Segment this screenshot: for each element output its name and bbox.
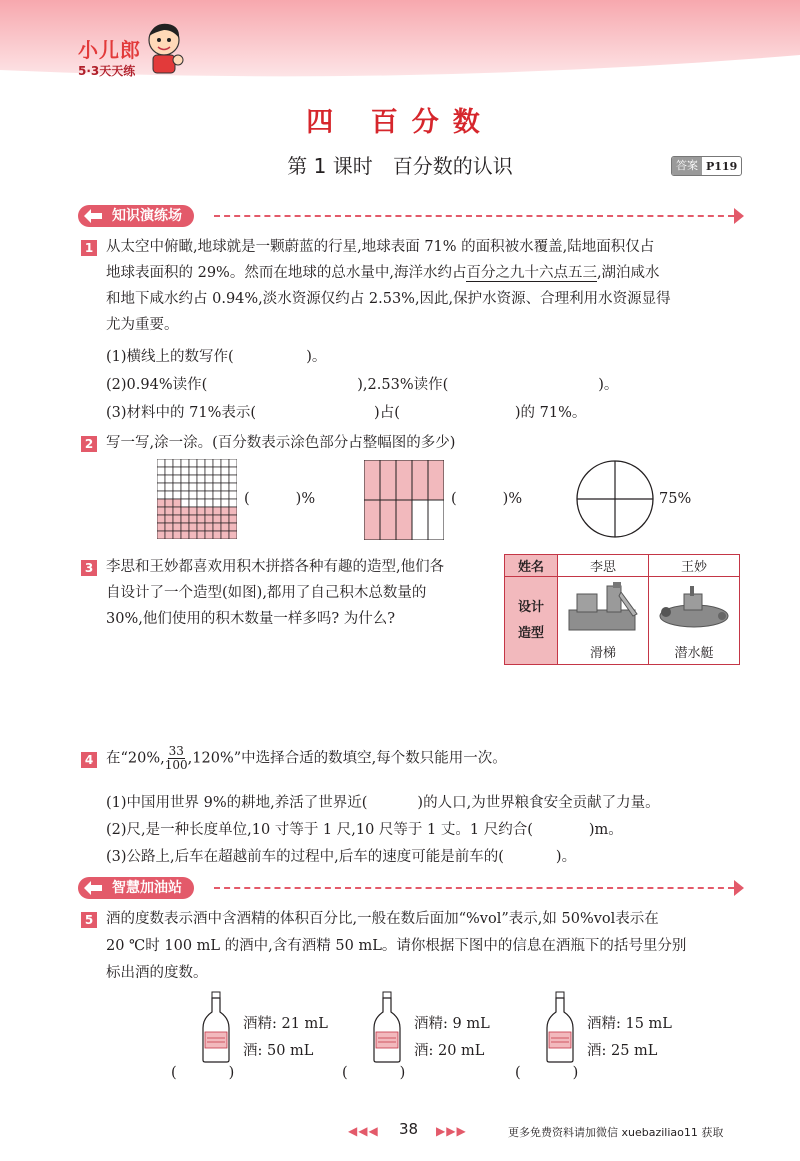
bottle-answer xyxy=(342,1060,405,1086)
q1-sub-3 xyxy=(106,400,586,426)
grid-cell[interactable] xyxy=(205,459,213,467)
bottle-answer xyxy=(515,1060,578,1086)
grid-cell[interactable] xyxy=(221,499,229,507)
grid-cell[interactable] xyxy=(165,507,173,515)
grid-cell[interactable] xyxy=(157,491,165,499)
question-number: 2 xyxy=(81,436,97,452)
grid-cell[interactable] xyxy=(197,491,205,499)
grid-cell[interactable] xyxy=(181,499,189,507)
q1-sub-2-a: (2)0.94%读作( xyxy=(106,377,208,393)
question-number: 3 xyxy=(81,560,97,576)
grid-cell[interactable] xyxy=(221,491,229,499)
design-table xyxy=(504,554,740,665)
bottle-wine-label: 酒: 25 mL xyxy=(587,1043,658,1059)
grid-100-figure xyxy=(157,459,237,539)
grid-cell[interactable] xyxy=(157,515,165,523)
grid-cell[interactable] xyxy=(173,531,181,539)
grid-cell[interactable] xyxy=(189,499,197,507)
section-divider-line xyxy=(214,887,734,889)
bar-cell[interactable] xyxy=(428,460,444,500)
table-person-1: 李思 xyxy=(558,555,649,577)
bar-cell[interactable] xyxy=(428,500,444,540)
grid-cell[interactable] xyxy=(197,515,205,523)
section-arrow-icon xyxy=(734,880,744,896)
table-person-2: 王妙 xyxy=(649,555,740,577)
grid-cell[interactable] xyxy=(181,515,189,523)
grid-cell[interactable] xyxy=(205,483,213,491)
section-practice-label: 知识演练场 xyxy=(78,205,194,227)
grid-cell[interactable] xyxy=(173,467,181,475)
grid-cell[interactable] xyxy=(165,531,173,539)
percent-sign: % xyxy=(301,491,316,507)
paren-open: ( xyxy=(171,1065,177,1081)
grid-cell[interactable] xyxy=(189,467,197,475)
grid-cell[interactable] xyxy=(181,475,189,483)
grid-cell[interactable] xyxy=(205,507,213,515)
q4-sub-2 xyxy=(106,817,623,843)
grid-cell[interactable] xyxy=(213,475,221,483)
grid-cell[interactable] xyxy=(221,507,229,515)
submarine-model-image xyxy=(654,580,734,638)
grid-cell[interactable] xyxy=(213,507,221,515)
grid-cell[interactable] xyxy=(229,483,237,491)
grid-cell[interactable] xyxy=(165,467,173,475)
grid-cell[interactable] xyxy=(197,483,205,491)
bar-cell[interactable] xyxy=(396,500,412,540)
grid-cell[interactable] xyxy=(181,507,189,515)
grid-cell[interactable] xyxy=(221,523,229,531)
grid-cell[interactable] xyxy=(229,475,237,483)
q3-line-3: 30%,他们使用的积木数量一样多吗? 为什么? xyxy=(106,611,395,627)
grid-cell[interactable] xyxy=(189,515,197,523)
q1-sub-3-b: )占( xyxy=(374,405,400,421)
grid-cell[interactable] xyxy=(181,531,189,539)
q4-sub-3-b: )。 xyxy=(555,849,577,865)
grid-cell[interactable] xyxy=(165,523,173,531)
grid-cell[interactable] xyxy=(173,515,181,523)
circle-quarters-figure[interactable] xyxy=(575,459,655,539)
question-number: 1 xyxy=(81,240,97,256)
grid-cell[interactable] xyxy=(181,483,189,491)
logo-title: 小儿郎 xyxy=(78,38,141,62)
grid-cell[interactable] xyxy=(165,475,173,483)
grid-cell[interactable] xyxy=(205,499,213,507)
q5-line-3: 标出酒的度数。 xyxy=(106,965,208,981)
section-practice-bar xyxy=(78,204,748,228)
q4-sub-2-a: (2)尺,是一种长度单位,10 寸等于 1 尺,10 尺等于 1 丈。1 尺约合( xyxy=(106,822,533,838)
grid-cell[interactable] xyxy=(181,523,189,531)
wine-bottle-icon xyxy=(545,990,575,1064)
footer-left-arrows: ◀◀◀ xyxy=(348,1124,379,1138)
grid-cell[interactable] xyxy=(213,499,221,507)
answer-tag-label: 答案 xyxy=(672,157,702,175)
paren-open: ( xyxy=(342,1065,348,1081)
section-arrow-icon xyxy=(734,208,744,224)
q1-line-2-tail: ,湖泊咸水 xyxy=(596,265,660,281)
q4-text-b: ,120%”中选择合适的数填空,每个数只能用一次。 xyxy=(187,750,507,767)
grid-cell[interactable] xyxy=(197,523,205,531)
grid-cell[interactable] xyxy=(189,475,197,483)
grid-cell[interactable] xyxy=(205,475,213,483)
q4-sub-1-a: (1)中国用世界 9%的耕地,养活了世界近( xyxy=(106,795,368,811)
q4-text-a: 在“20%, xyxy=(106,750,165,767)
grid-cell[interactable] xyxy=(221,459,229,467)
grid-cell[interactable] xyxy=(157,467,165,475)
q3-line-2: 自设计了一个造型(如图),都用了自己积木总数量的 xyxy=(106,585,427,601)
table-header-name: 姓名 xyxy=(505,555,558,577)
q5-line-2: 20 ℃时 100 mL 的酒中,含有酒精 50 mL。请你根据下图中的信息在酒瓶下的括号里分别 xyxy=(106,938,687,954)
rect-10-figure xyxy=(364,460,444,540)
grid-cell[interactable] xyxy=(229,507,237,515)
q4-sub-2-b: )m。 xyxy=(588,822,623,838)
fraction-numerator: 33 xyxy=(168,744,184,758)
section-badge-icon xyxy=(82,207,104,225)
grid-cell[interactable] xyxy=(173,507,181,515)
row-label-line-2: 造型 xyxy=(517,625,544,641)
grid-cell[interactable] xyxy=(165,515,173,523)
q1-sub-1: (1)横线上的数写作( )。 xyxy=(106,349,327,365)
q4-sub-1 xyxy=(106,790,660,816)
q1-sub-2-b: ),2.53%读作( xyxy=(357,377,449,393)
grid-cell[interactable] xyxy=(213,491,221,499)
q4-sub-3 xyxy=(106,844,576,870)
grid-cell[interactable] xyxy=(221,475,229,483)
bottle-alcohol-label: 酒精: 21 mL xyxy=(243,1016,328,1032)
percent-sign: % xyxy=(508,491,523,507)
grid-cell[interactable] xyxy=(221,515,229,523)
grid-cell[interactable] xyxy=(197,467,205,475)
bar-cell[interactable] xyxy=(396,460,412,500)
grid-cell[interactable] xyxy=(181,467,189,475)
bar-cell[interactable] xyxy=(364,460,380,500)
q4-text xyxy=(106,745,507,772)
grid-cell[interactable] xyxy=(229,491,237,499)
grid-cell[interactable] xyxy=(157,523,165,531)
bottle-wine-label: 酒: 50 mL xyxy=(243,1043,314,1059)
grid-cell[interactable] xyxy=(205,523,213,531)
grid-cell[interactable] xyxy=(157,507,165,515)
grid-cell[interactable] xyxy=(213,467,221,475)
slide-caption: 滑梯 xyxy=(589,646,616,661)
grid-cell[interactable] xyxy=(205,491,213,499)
slide-cell xyxy=(558,577,649,665)
section-advanced-label: 智慧加油站 xyxy=(78,877,194,899)
grid-cell[interactable] xyxy=(173,523,181,531)
wine-bottle-icon xyxy=(372,990,402,1064)
grid-cell[interactable] xyxy=(165,491,173,499)
grid-cell[interactable] xyxy=(197,459,205,467)
grid-cell[interactable] xyxy=(229,531,237,539)
section-badge-icon xyxy=(82,879,104,897)
logo-subtitle: 5·3天天练 xyxy=(78,64,136,78)
grid-cell[interactable] xyxy=(197,531,205,539)
grid-cell[interactable] xyxy=(229,523,237,531)
grid-cell[interactable] xyxy=(157,531,165,539)
q1-line-1: 从太空中俯瞰,地球就是一颗蔚蓝的行星,地球表面 71% 的面积被水覆盖,陆地面积仅占 xyxy=(106,239,655,255)
fraction xyxy=(165,745,188,772)
grid-cell[interactable] xyxy=(165,459,173,467)
submarine-caption: 潜水艇 xyxy=(674,646,714,661)
grid-cell[interactable] xyxy=(157,459,165,467)
q1-line-3: 和地下咸水约占 0.94%,淡水资源仅约占 2.53%,因此,保护水资源、合理利用水资源显得 xyxy=(106,291,671,307)
grid-cell[interactable] xyxy=(229,515,237,523)
grid-cell[interactable] xyxy=(173,459,181,467)
wine-bottle-icon xyxy=(201,990,231,1064)
bar-cell[interactable] xyxy=(364,500,380,540)
q1-sub-3-c: )的 71%。 xyxy=(514,405,587,421)
grid-cell[interactable] xyxy=(189,531,197,539)
grid-cell[interactable] xyxy=(213,531,221,539)
grid-cell[interactable] xyxy=(221,531,229,539)
grid-cell[interactable] xyxy=(173,491,181,499)
bottle-wine-label: 酒: 20 mL xyxy=(414,1043,485,1059)
grid-cell[interactable] xyxy=(165,499,173,507)
grid-cell[interactable] xyxy=(189,483,197,491)
answer-tag-page: P119 xyxy=(706,159,738,173)
q1-sub-2-c: )。 xyxy=(598,377,619,393)
paren-close: ) xyxy=(572,1065,579,1081)
q1-underlined-text: 百分之九十六点五三 xyxy=(466,265,597,281)
grid-cell[interactable] xyxy=(205,531,213,539)
bottle-alcohol-label: 酒精: 15 mL xyxy=(587,1016,672,1032)
footer-right-arrows: ▶▶▶ xyxy=(436,1124,467,1138)
grid-cell[interactable] xyxy=(197,499,205,507)
q2-fig2-answer: ( )% xyxy=(451,491,523,507)
question-number: 5 xyxy=(81,912,97,928)
q5-line-1: 酒的度数表示酒中含酒精的体积百分比,一般在数后面加“%vol”表示,如 50%vol表示在 xyxy=(106,911,659,927)
grid-cell[interactable] xyxy=(173,483,181,491)
answer-tag[interactable] xyxy=(671,156,742,176)
q2-text: 写一写,涂一涂。(百分数表示涂色部分占整幅图的多少) xyxy=(106,435,456,451)
grid-cell[interactable] xyxy=(213,459,221,467)
grid-cell[interactable] xyxy=(165,483,173,491)
grid-cell[interactable] xyxy=(213,523,221,531)
grid-cell[interactable] xyxy=(157,483,165,491)
grid-cell[interactable] xyxy=(197,507,205,515)
grid-cell[interactable] xyxy=(189,507,197,515)
grid-cell[interactable] xyxy=(181,491,189,499)
q2-fig1-answer: ( )% xyxy=(244,491,316,507)
grid-cell[interactable] xyxy=(229,459,237,467)
bar-cell[interactable] xyxy=(412,500,428,540)
footer-note: 更多免费资料请加微信 xuebaziliao11 获取 xyxy=(508,1126,724,1139)
row-label-line-1: 设计 xyxy=(517,599,544,615)
paren-close: ) xyxy=(399,1065,406,1081)
q1-line-2 xyxy=(106,260,660,286)
paren-open: ( xyxy=(515,1065,521,1081)
grid-cell[interactable] xyxy=(213,515,221,523)
q4-sub-3-a: (3)公路上,后车在超越前车的过程中,后车的速度可能是前车的( xyxy=(106,849,504,865)
q3-line-1: 李思和王妙都喜欢用积木拼搭各种有趣的造型,他们各 xyxy=(106,559,445,575)
page-number: 38 xyxy=(399,1120,419,1138)
chapter-title: 四 百分数 xyxy=(306,107,494,138)
grid-cell[interactable] xyxy=(197,475,205,483)
grid-cell[interactable] xyxy=(189,459,197,467)
bar-cell[interactable] xyxy=(380,500,396,540)
grid-cell[interactable] xyxy=(229,499,237,507)
section-advanced-bar xyxy=(78,876,748,900)
grid-cell[interactable] xyxy=(205,467,213,475)
grid-cell[interactable] xyxy=(221,483,229,491)
bar-cell[interactable] xyxy=(412,460,428,500)
bar-cell[interactable] xyxy=(380,460,396,500)
grid-cell[interactable] xyxy=(173,499,181,507)
q1-sub-3-a: (3)材料中的 71%表示( xyxy=(106,405,257,421)
question-number: 4 xyxy=(81,752,97,768)
paren-close: ) xyxy=(228,1065,235,1081)
grid-cell[interactable] xyxy=(189,523,197,531)
grid-cell[interactable] xyxy=(189,491,197,499)
grid-cell[interactable] xyxy=(157,499,165,507)
q4-sub-1-b: )的人口,为世界粮食安全贡献了力量。 xyxy=(417,795,660,811)
section-divider-line xyxy=(214,215,734,217)
grid-cell[interactable] xyxy=(157,475,165,483)
mascot-icon xyxy=(140,18,188,76)
table-row-label xyxy=(505,577,558,665)
q1-line-2-text: 地球表面积的 29%。然而在地球的总水量中,海洋水约占 xyxy=(106,265,467,281)
grid-cell[interactable] xyxy=(205,515,213,523)
bottle-answer xyxy=(171,1060,234,1086)
grid-cell[interactable] xyxy=(181,459,189,467)
grid-cell[interactable] xyxy=(173,475,181,483)
q1-sub-2 xyxy=(106,372,618,398)
lesson-title: 第 1 课时 百分数的认识 xyxy=(287,154,513,178)
q1-line-4: 尤为重要。 xyxy=(106,317,179,333)
slide-model-image xyxy=(563,580,643,638)
grid-cell[interactable] xyxy=(221,467,229,475)
q2-fig3-label: 75% xyxy=(659,491,692,507)
grid-cell[interactable] xyxy=(229,467,237,475)
bottle-alcohol-label: 酒精: 9 mL xyxy=(414,1016,490,1032)
fraction-denominator: 100 xyxy=(164,758,188,772)
submarine-cell xyxy=(649,577,740,665)
grid-cell[interactable] xyxy=(213,483,221,491)
